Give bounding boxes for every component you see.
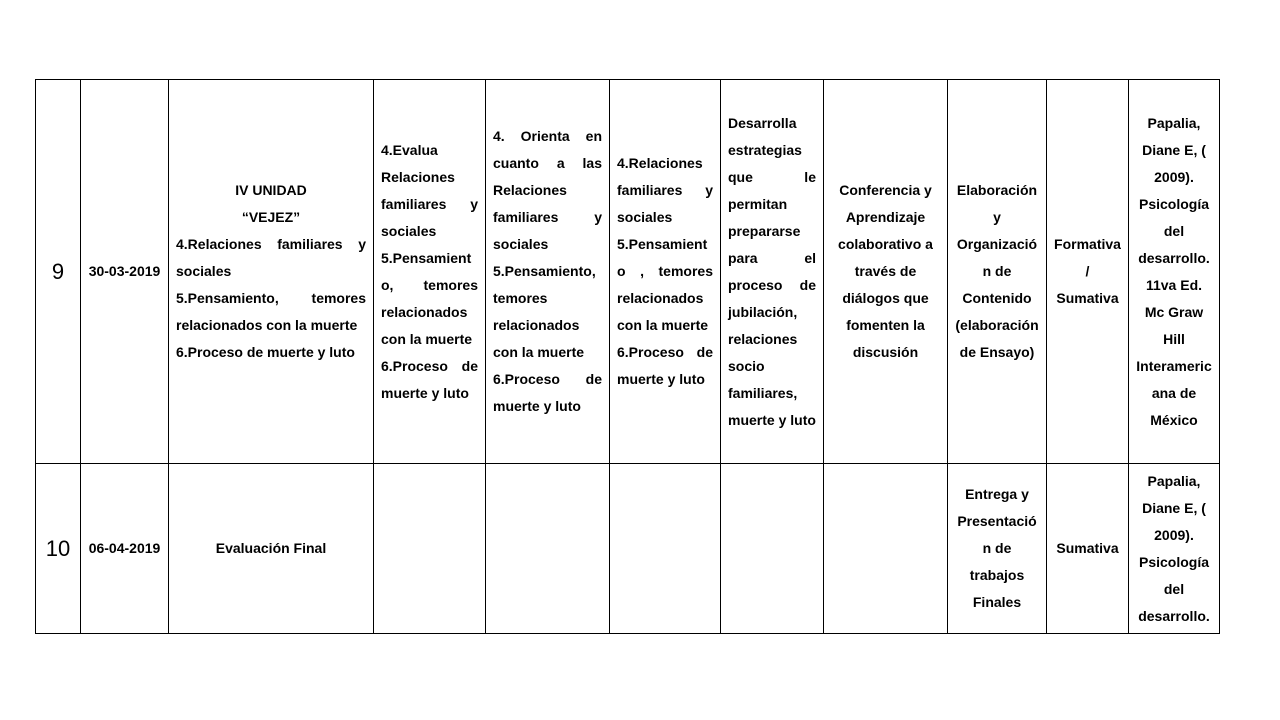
session-number-cell: 10	[36, 464, 81, 634]
orientation-cell: 4. Orienta en cuanto a las Relaciones familiares y sociales 5.Pensamiento, temores relacionados con la muerte 6.Proceso de muerte y luto	[486, 80, 610, 464]
empty-cell	[610, 464, 721, 634]
date-cell: 06-04-2019	[81, 464, 169, 634]
bibliography-cell: Papalia, Diane E, ( 2009). Psicología del desarrollo. 11va Ed. Mc Graw Hill Interamericana de México	[1129, 80, 1220, 464]
skills-cell: Desarrolla estrategias que le permitan prepararse para el proceso de jubilación, relaciones socio familiares, muerte y luto	[721, 80, 824, 464]
unit-title: IV UNIDAD	[235, 182, 307, 198]
course-plan-table	[35, 79, 1220, 634]
empty-cell	[824, 464, 948, 634]
bibliography-cell: Papalia, Diane E, ( 2009). Psicología del desarrollo.	[1129, 464, 1220, 634]
activity-cell: Entrega y Presentación de trabajos Finales	[948, 464, 1047, 634]
unit-subtitle: “VEJEZ”	[241, 209, 301, 225]
empty-cell	[486, 464, 610, 634]
content-cell	[169, 80, 374, 464]
empty-cell	[721, 464, 824, 634]
table-row	[36, 464, 1220, 634]
content-cell: Evaluación Final	[169, 464, 374, 634]
evaluation-cell: Formativa / Sumativa	[1047, 80, 1129, 464]
session-number-cell: 9	[36, 80, 81, 464]
strategy-cell: Conferencia y Aprendizaje colaborativo a través de diálogos que fomenten la discusión	[824, 80, 948, 464]
activity-cell: Elaboración y Organización de Contenido (elaboración de Ensayo)	[948, 80, 1047, 464]
table-row	[36, 80, 1220, 464]
unit-items: 4.Relaciones familiares y sociales 5.Pensamiento, temores relacionados con la muerte 6.Proceso de muerte y luto	[176, 236, 366, 360]
empty-cell	[374, 464, 486, 634]
competencies-cell: 4.Evalua Relaciones familiares y sociales 5.Pensamiento, temores relacionados con la muerte 6.Proceso de muerte y luto	[374, 80, 486, 464]
topics-cell: 4.Relaciones familiares y sociales 5.Pensamiento , temores relacionados con la muerte 6.Proceso de muerte y luto	[610, 80, 721, 464]
evaluation-cell: Sumativa	[1047, 464, 1129, 634]
date-cell: 30-03-2019	[81, 80, 169, 464]
